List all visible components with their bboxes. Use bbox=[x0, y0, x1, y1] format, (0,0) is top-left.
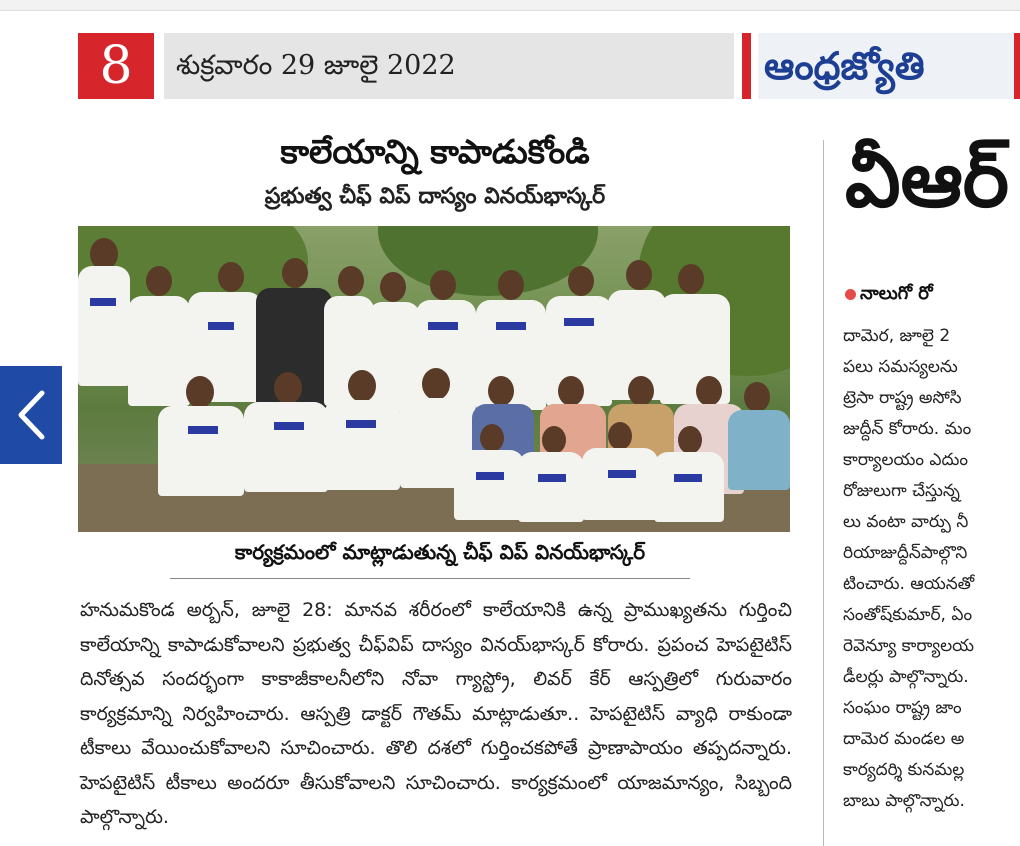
side-article-line: జుద్దీన్ కోరారు. మం bbox=[843, 419, 972, 439]
side-article-line: దామెర మండల అ bbox=[843, 729, 965, 749]
side-article-line: రోజులుగా చేస్తున్న bbox=[843, 481, 960, 501]
side-article-line: రెవెన్యూ కార్యాలయ bbox=[843, 636, 975, 656]
caption-underline bbox=[170, 578, 690, 579]
bullet-icon bbox=[845, 289, 856, 300]
side-article-line: సంఘం రాష్ట్ర జాం bbox=[843, 698, 962, 718]
newspaper-masthead-logo: ఆంధ్రజ్యోతి bbox=[758, 33, 1020, 99]
article-headline: కాలేయాన్ని కాపాడుకోండి bbox=[280, 132, 590, 171]
photo-caption: కార్యక్రమంలో మాట్లాడుతున్న చీఫ్ విప్ వినయ్‌భాస్కర్ bbox=[234, 540, 646, 564]
side-article-line: పలు సమస్యలను bbox=[843, 357, 958, 377]
side-article-line: దామెర, జూలై 2 bbox=[843, 326, 951, 346]
date-line: శుక్రవారం 29 జూలై 2022 bbox=[164, 33, 734, 99]
side-article-line: రియాజుద్దీన్‌పాల్గొని bbox=[843, 543, 968, 563]
chevron-left-icon bbox=[16, 389, 46, 441]
side-article-headline: వీఆర్ bbox=[845, 135, 1009, 225]
header-divider bbox=[742, 33, 751, 99]
side-article-line: టించారు. ఆయనతో bbox=[843, 574, 975, 594]
column-divider bbox=[823, 140, 824, 846]
side-article-line: డీలర్లు పాల్గొన్నారు. bbox=[843, 667, 969, 687]
article-photo bbox=[78, 226, 790, 532]
side-article-subheading: నాలుగో రో bbox=[860, 283, 933, 304]
previous-page-button[interactable] bbox=[0, 366, 62, 464]
article-body: హనుమకొండ అర్బన్, జూలై 28: మానవ శరీరంలో కాలేయానికి ఉన్న ప్రాముఖ్యతను గుర్తించి కాలేయాన్ని కాపాడుకోవాలని ప్రభుత్వ చీఫ్‌విప్ దాస్యం వినయ్‌భాస్కర్ కోరారు. ప్రపంచ హెపటైటిస్ దినోత్సవ సందర్భంగా కాకాజీకాలనీలోని నోవా గ్యాస్ట్రో, లివర్ కేర్ ఆస్పత్రిలో గురువారం కార్యక్రమాన్ని నిర్వహించారు. ఆస్పత్రి డాక్టర్ గౌతమ్ మాట్లాడుతూ.. హెపటైటిస్ వ్యాధి రాకుండా టీకాలు వేయించుకోవాలని సూచించారు. తొలి దశలో గుర్తించకపోతే ప్రాణాపాయం తప్పదన్నారు. హెపటైటిస్ టీకాలు అందరూ తీసుకోవాలని సూచించారు. కార్యక్రమంలో యాజమాన్యం, సిబ్బంది పాల్గొన్నారు. bbox=[80, 599, 792, 828]
side-article-line: బాబు పాల్గొన్నారు. bbox=[843, 791, 965, 811]
side-article-line: కార్యాలయం ఎదుం bbox=[843, 450, 968, 470]
side-article-line: కార్యదర్శి కునమల్ల bbox=[843, 760, 965, 780]
top-toolbar-strip bbox=[0, 0, 1020, 11]
side-article-line: లు వంటా వార్పు నీ bbox=[843, 512, 969, 532]
side-article-line: ట్రెసా రాష్ట్ర అసోసి bbox=[843, 388, 962, 408]
page-number: 8 bbox=[78, 33, 154, 99]
masthead-edge bbox=[1014, 33, 1020, 99]
side-article-line: సంతోష్‌కుమార్, ఏం bbox=[843, 605, 973, 625]
article-subheadline: ప్రభుత్వ చీఫ్ విప్ దాస్యం వినయ్‌భాస్కర్ bbox=[264, 184, 606, 209]
